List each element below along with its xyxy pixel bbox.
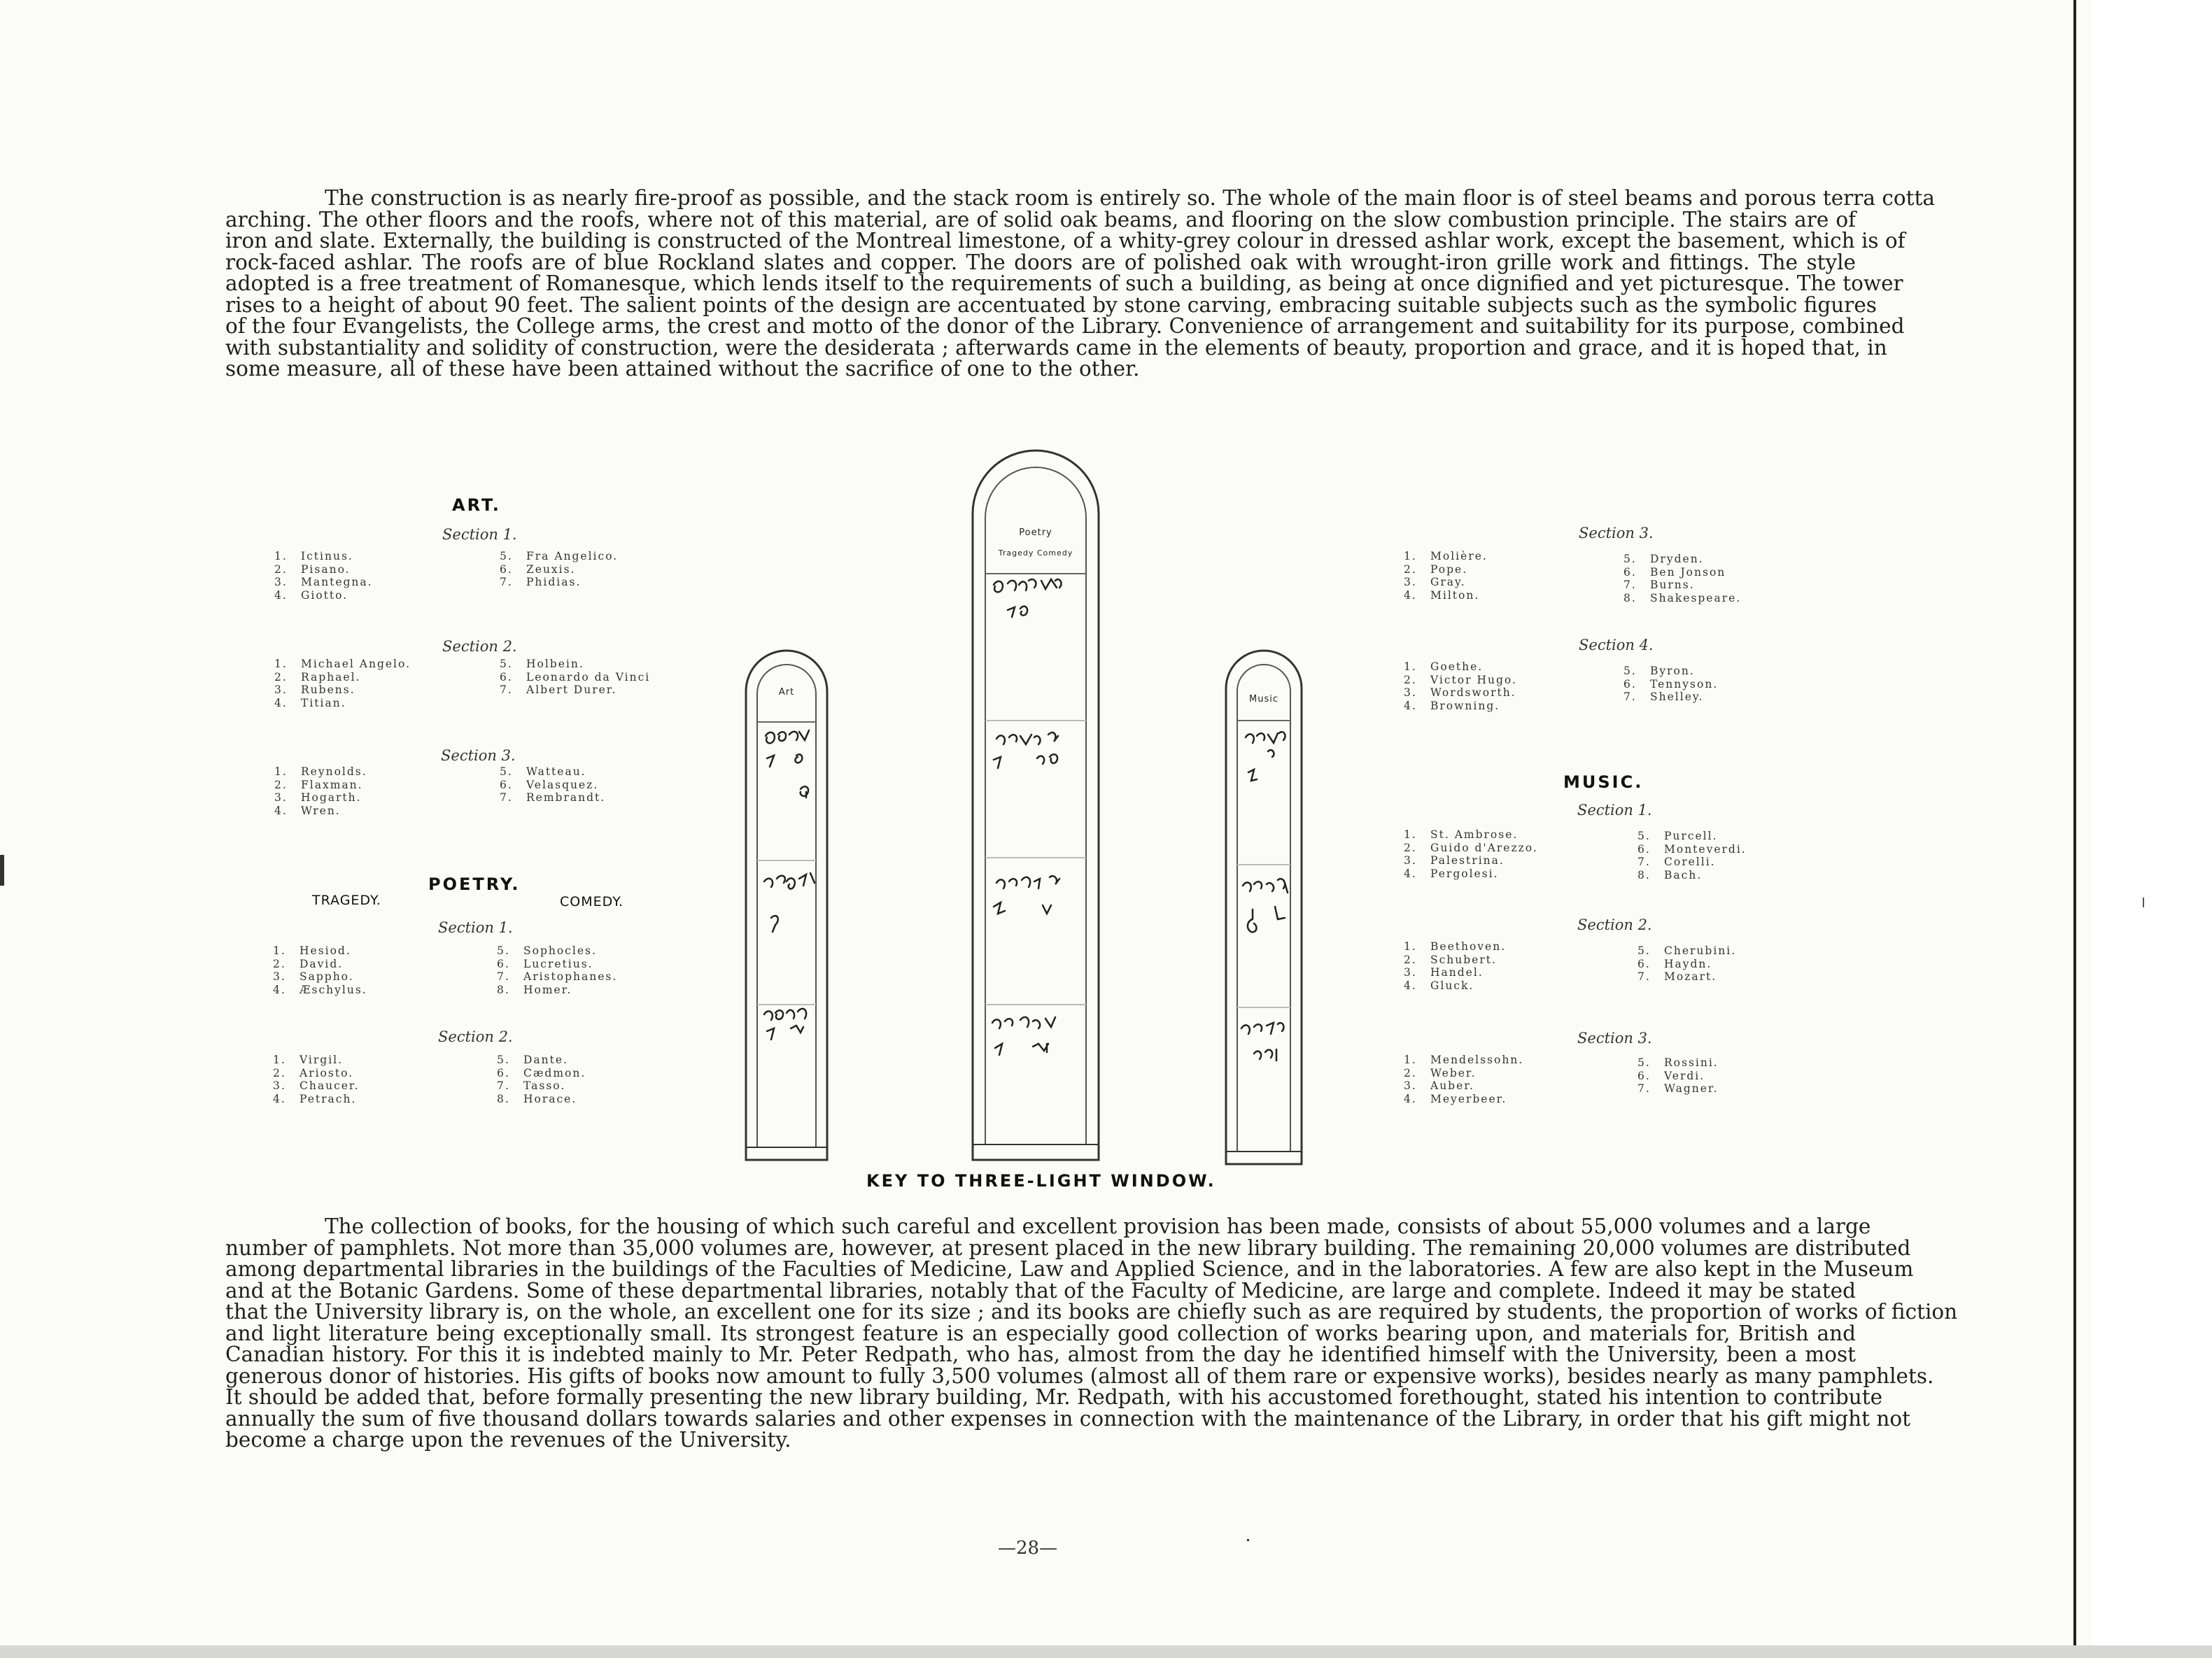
item-number: 3. bbox=[1404, 1079, 1417, 1092]
poetry-section2-label: Section 2. bbox=[438, 1028, 513, 1045]
item-number: 7. bbox=[1623, 690, 1637, 703]
item-number: 5. bbox=[1623, 553, 1637, 565]
item-number: 1. bbox=[274, 550, 288, 562]
item-name: Cædmon. bbox=[523, 1066, 586, 1079]
item-number: 6. bbox=[1623, 565, 1637, 579]
item-number: 4. bbox=[1404, 1092, 1417, 1105]
item-name: Michael Angelo. bbox=[301, 658, 411, 670]
art-section3-label: Section 3. bbox=[441, 747, 516, 764]
item-name: Rubens. bbox=[301, 683, 355, 696]
poetry-section1-label: Section 1. bbox=[438, 919, 513, 936]
item-name: Phidias. bbox=[526, 576, 582, 588]
item-name: Homer. bbox=[523, 983, 572, 996]
item-number: 3. bbox=[1404, 686, 1417, 699]
item-name: Mantegna. bbox=[301, 576, 373, 588]
paragraph-line: rises to a height of about 90 feet. The salient points of the design are accentuated by stone carving, embracing suitable subjects such as the symbolic figures bbox=[225, 292, 1877, 317]
item-name: Virgil. bbox=[300, 1054, 344, 1066]
item-number: 6. bbox=[1637, 842, 1651, 856]
item-number: 3. bbox=[1404, 576, 1417, 588]
paragraph-line: some measure, all of these have been attained without the sacrifice of one to the other. bbox=[225, 357, 1140, 381]
item-name: Wren. bbox=[301, 804, 341, 817]
item-name: Pergolesi. bbox=[1430, 867, 1499, 880]
item-number: 2. bbox=[274, 562, 288, 576]
item-name: Cherubini. bbox=[1664, 944, 1737, 957]
item-name: Guido d'Arezzo. bbox=[1430, 841, 1538, 854]
item-name: Meyerbeer. bbox=[1430, 1092, 1507, 1105]
item-number: 7. bbox=[500, 791, 513, 804]
item-name: Giotto. bbox=[301, 588, 348, 602]
paragraph-line: and light literature being exceptionally small. Its strongest feature is an especially good collection of works bearing upon, and materials for, British and bbox=[225, 1321, 1856, 1345]
item-number: 4. bbox=[1404, 588, 1417, 602]
item-name: Verdi. bbox=[1664, 1069, 1705, 1082]
item-number: 3. bbox=[274, 576, 288, 588]
item-number: 5. bbox=[1637, 830, 1651, 842]
item-number: 1. bbox=[274, 658, 288, 670]
item-name: Chaucer. bbox=[300, 1079, 360, 1092]
item-name: St. Ambrose. bbox=[1430, 828, 1519, 841]
item-number: 5. bbox=[497, 1054, 510, 1066]
paragraph-line: number of pamphlets. Not more than 35,000 volumes are, however, at present placed in the new library building. The remaining 20,000 volumes are distributed bbox=[225, 1235, 1911, 1260]
paragraph-line: and at the Botanic Gardens. Some of these departmental libraries, notably that of the Faculty of Medicine, are large and complete. Indeed it may be stated bbox=[225, 1278, 1856, 1303]
art-section1-label: Section 1. bbox=[442, 526, 517, 543]
item-number: 1. bbox=[1404, 660, 1417, 673]
item-number: 7. bbox=[500, 683, 513, 696]
item-name: Raphael. bbox=[301, 670, 361, 683]
item-name: David. bbox=[300, 957, 344, 970]
item-number: 3. bbox=[273, 1079, 286, 1092]
paragraph-line: with substantiality and solidity of construction, were the desiderata ; afterwards came in the elements of beauty, proportion and grace, and it is hoped that, in bbox=[225, 335, 1887, 360]
item-number: 7. bbox=[497, 1079, 510, 1092]
item-name: Horace. bbox=[523, 1092, 577, 1105]
item-number: 4. bbox=[1404, 699, 1417, 712]
item-name: Reynolds. bbox=[301, 765, 367, 778]
item-name: Bach. bbox=[1664, 868, 1703, 881]
item-number: 1. bbox=[1404, 1054, 1417, 1066]
music-section2-label: Section 2. bbox=[1577, 916, 1652, 933]
paragraph-line: rock-faced ashlar. The roofs are of blue Rockland slates and copper. The doors are of polished oak with wrought-iron grille work and fittings. The style bbox=[225, 250, 1856, 274]
item-number: 1. bbox=[273, 944, 286, 957]
item-number: 5. bbox=[500, 765, 513, 778]
item-name: Wordsworth. bbox=[1430, 686, 1516, 699]
paragraph-line: among departmental libraries in the buildings of the Faculties of Medicine, Law and Applied Science, and in the laboratories. A few are also kept in the Museum bbox=[225, 1257, 1914, 1281]
item-number: 7. bbox=[1623, 579, 1637, 591]
item-name: Molière. bbox=[1430, 550, 1488, 562]
pane-number-scribbles bbox=[764, 579, 1288, 1061]
paragraph-line: become a charge upon the revenues of the University. bbox=[225, 1428, 791, 1452]
item-name: Hesiod. bbox=[300, 944, 351, 957]
item-number: 5. bbox=[1637, 944, 1651, 957]
item-number: 2. bbox=[273, 1066, 286, 1079]
item-name: Byron. bbox=[1650, 665, 1695, 677]
paragraph-line: It should be added that, before formally presenting the new library building, Mr. Redpath, with his accustomed forethought, stated his intention to contribute bbox=[225, 1385, 1883, 1409]
item-number: 6. bbox=[497, 957, 510, 970]
item-number: 6. bbox=[500, 670, 513, 683]
item-number: 2. bbox=[274, 670, 288, 683]
item-number: 7. bbox=[500, 576, 513, 588]
item-number: 2. bbox=[1404, 841, 1417, 854]
paragraph-line: that the University library is, on the whole, an excellent one for its size ; and its books are chiefly such as are required by students, the proportion of works of fiction bbox=[225, 1300, 1958, 1324]
item-name: Dante. bbox=[523, 1054, 568, 1066]
item-number: 3. bbox=[1404, 966, 1417, 979]
item-name: Aristophanes. bbox=[523, 970, 618, 983]
item-number: 1. bbox=[1404, 828, 1417, 841]
item-number: 1. bbox=[273, 1054, 286, 1066]
music-window-label: Music bbox=[1249, 694, 1278, 704]
item-name: Corelli. bbox=[1664, 856, 1716, 868]
item-number: 6. bbox=[1637, 1069, 1651, 1082]
item-number: 4. bbox=[1404, 979, 1417, 992]
item-name: Handel. bbox=[1430, 966, 1484, 979]
item-number: 5. bbox=[1623, 665, 1637, 677]
item-name: Milton. bbox=[1430, 588, 1480, 602]
item-number: 4. bbox=[1404, 867, 1417, 880]
tragedy-subheading: TRAGEDY. bbox=[312, 893, 381, 908]
item-number: 5. bbox=[500, 550, 513, 562]
item-name: Lucretius. bbox=[523, 957, 593, 970]
item-name: Albert Durer. bbox=[526, 683, 617, 696]
item-name: Beethoven. bbox=[1430, 940, 1507, 953]
item-number: 4. bbox=[274, 696, 288, 709]
item-name: Ariosto. bbox=[300, 1066, 354, 1079]
art-window-label: Art bbox=[778, 687, 795, 697]
music-heading: MUSIC. bbox=[1563, 772, 1644, 792]
item-name: Tennyson. bbox=[1650, 677, 1719, 690]
item-number: 4. bbox=[274, 588, 288, 602]
art-section2-label: Section 2. bbox=[442, 638, 517, 655]
item-name: Hogarth. bbox=[301, 791, 362, 804]
item-number: 5. bbox=[500, 658, 513, 670]
item-name: Rembrandt. bbox=[526, 791, 606, 804]
item-number: 4. bbox=[273, 983, 286, 996]
item-name: Mendelssohn. bbox=[1430, 1054, 1524, 1066]
paragraph-line: of the four Evangelists, the College arms, the crest and motto of the donor of the Library. Convenience of arrangement and suitability for its purpose, combined bbox=[225, 314, 1905, 338]
paragraph-line: annually the sum of five thousand dollars towards salaries and other expenses in connection with the maintenance of the Library, in order that his gift might not bbox=[225, 1406, 1911, 1431]
item-number: 2. bbox=[1404, 562, 1417, 576]
item-number: 7. bbox=[1637, 856, 1651, 868]
collection-paragraph bbox=[225, 1214, 1958, 1452]
item-name: Gluck. bbox=[1430, 979, 1474, 992]
item-number: 2. bbox=[1404, 1066, 1417, 1079]
item-name: Gray. bbox=[1430, 576, 1466, 588]
item-number: 4. bbox=[274, 804, 288, 817]
item-number: 3. bbox=[274, 683, 288, 696]
paragraph-line: iron and slate. Externally, the building is constructed of the Montreal limestone, of a whity-grey colour in dressed ashlar work, except the basement, which is of bbox=[225, 229, 1905, 253]
item-name: Pope. bbox=[1430, 562, 1468, 576]
item-number: 8. bbox=[497, 1092, 510, 1105]
poetry-section3-label: Section 3. bbox=[1579, 525, 1654, 541]
item-name: Ben Jonson bbox=[1650, 565, 1726, 579]
item-name: Shakespeare. bbox=[1650, 591, 1742, 604]
item-number: 3. bbox=[274, 791, 288, 804]
diagram-caption: KEY TO THREE-LIGHT WINDOW. bbox=[866, 1171, 1216, 1191]
item-number: 4. bbox=[273, 1092, 286, 1105]
item-name: Purcell. bbox=[1664, 830, 1718, 842]
poetry-window-label: Poetry bbox=[1019, 527, 1052, 538]
music-section1-label: Section 1. bbox=[1577, 802, 1652, 819]
paragraph-line: Canadian history. For this it is indebted mainly to Mr. Peter Redpath, who has, almost from the day he identified himself with the University, been a most bbox=[225, 1342, 1856, 1366]
item-name: Ictinus. bbox=[301, 550, 353, 562]
paragraph-line: generous donor of histories. His gifts of books now amount to fully 3,500 volumes (almost all of them rare or expensive works), besides nearly as many pamphlets. bbox=[225, 1363, 1934, 1388]
item-number: 1. bbox=[1404, 550, 1417, 562]
item-name: Auber. bbox=[1430, 1079, 1474, 1092]
item-number: 3. bbox=[273, 970, 286, 983]
item-number: 6. bbox=[500, 778, 513, 791]
item-name: Holbein. bbox=[526, 658, 584, 670]
item-number: 1. bbox=[274, 765, 288, 778]
item-name: Weber. bbox=[1430, 1066, 1477, 1079]
item-name: Petrach. bbox=[300, 1092, 357, 1105]
item-number: 6. bbox=[500, 562, 513, 576]
comedy-subheading: COMEDY. bbox=[560, 894, 624, 909]
item-number: 6. bbox=[1623, 677, 1637, 690]
item-number: 6. bbox=[1637, 957, 1651, 970]
item-name: Titian. bbox=[301, 696, 346, 709]
item-name: Æschylus. bbox=[300, 983, 367, 996]
item-number: 2. bbox=[1404, 673, 1417, 686]
item-name: Burns. bbox=[1650, 579, 1695, 591]
item-number: 7. bbox=[497, 970, 510, 983]
item-name: Leonardo da Vinci bbox=[526, 670, 651, 683]
item-number: 7. bbox=[1637, 970, 1651, 983]
item-name: Pisano. bbox=[301, 562, 351, 576]
tragedy-comedy-window-label: Tragedy Comedy bbox=[998, 548, 1073, 558]
page-number: —28— bbox=[998, 1538, 1058, 1559]
item-name: Victor Hugo. bbox=[1430, 673, 1517, 686]
item-number: 8. bbox=[1637, 868, 1651, 881]
item-name: Goethe. bbox=[1430, 660, 1484, 673]
item-name: Palestrina. bbox=[1430, 854, 1505, 867]
item-number: 6. bbox=[497, 1066, 510, 1079]
item-name: Fra Angelico. bbox=[526, 550, 619, 562]
item-name: Watteau. bbox=[526, 765, 586, 778]
item-name: Sophocles. bbox=[523, 944, 597, 957]
item-number: 8. bbox=[497, 983, 510, 996]
item-name: Haydn. bbox=[1664, 957, 1712, 970]
item-number: 5. bbox=[497, 944, 510, 957]
item-number: 2. bbox=[273, 957, 286, 970]
item-name: Monteverdi. bbox=[1664, 842, 1747, 856]
item-name: Zeuxis. bbox=[526, 562, 576, 576]
item-name: Dryden. bbox=[1650, 553, 1704, 565]
item-name: Tasso. bbox=[523, 1079, 566, 1092]
ink-speck bbox=[1247, 1539, 1249, 1541]
item-name: Shelley. bbox=[1650, 690, 1704, 703]
item-number: 5. bbox=[1637, 1056, 1651, 1069]
item-name: Rossini. bbox=[1664, 1056, 1719, 1069]
poetry-section4-label: Section 4. bbox=[1579, 637, 1654, 653]
item-name: Wagner. bbox=[1664, 1082, 1719, 1095]
item-number: 3. bbox=[1404, 854, 1417, 867]
item-name: Schubert. bbox=[1430, 953, 1497, 966]
item-number: 2. bbox=[274, 778, 288, 791]
item-name: Velasquez. bbox=[526, 778, 599, 791]
item-name: Flaxman. bbox=[301, 778, 363, 791]
item-name: Browning. bbox=[1430, 699, 1500, 712]
paragraph-line: adopted is a free treatment of Romanesque, which lends itself to the requirements of such a building, as being at once dignified and yet picturesque. The tower bbox=[225, 271, 1903, 295]
item-number: 8. bbox=[1623, 591, 1637, 604]
paragraph-line: The construction is as nearly fire-proof as possible, and the stack room is entirely so. The whole of the main floor is of steel beams and porous terra cotta bbox=[325, 186, 1935, 210]
item-number: 1. bbox=[1404, 940, 1417, 953]
music-section3-label: Section 3. bbox=[1577, 1030, 1652, 1047]
item-name: Mozart. bbox=[1664, 970, 1717, 983]
art-heading: ART. bbox=[452, 495, 501, 515]
paragraph-line: arching. The other floors and the roofs, where not of this material, are of solid oak beams, and flooring on the slow combustion principle. The stairs are of bbox=[225, 207, 1856, 232]
item-number: 2. bbox=[1404, 953, 1417, 966]
item-number: 7. bbox=[1637, 1082, 1651, 1095]
paragraph-line: The collection of books, for the housing of which such careful and excellent provision has been made, consists of about 55,000 volumes and a large bbox=[325, 1214, 1871, 1238]
poetry-heading: POETRY. bbox=[428, 874, 521, 894]
item-name: Sappho. bbox=[300, 970, 354, 983]
